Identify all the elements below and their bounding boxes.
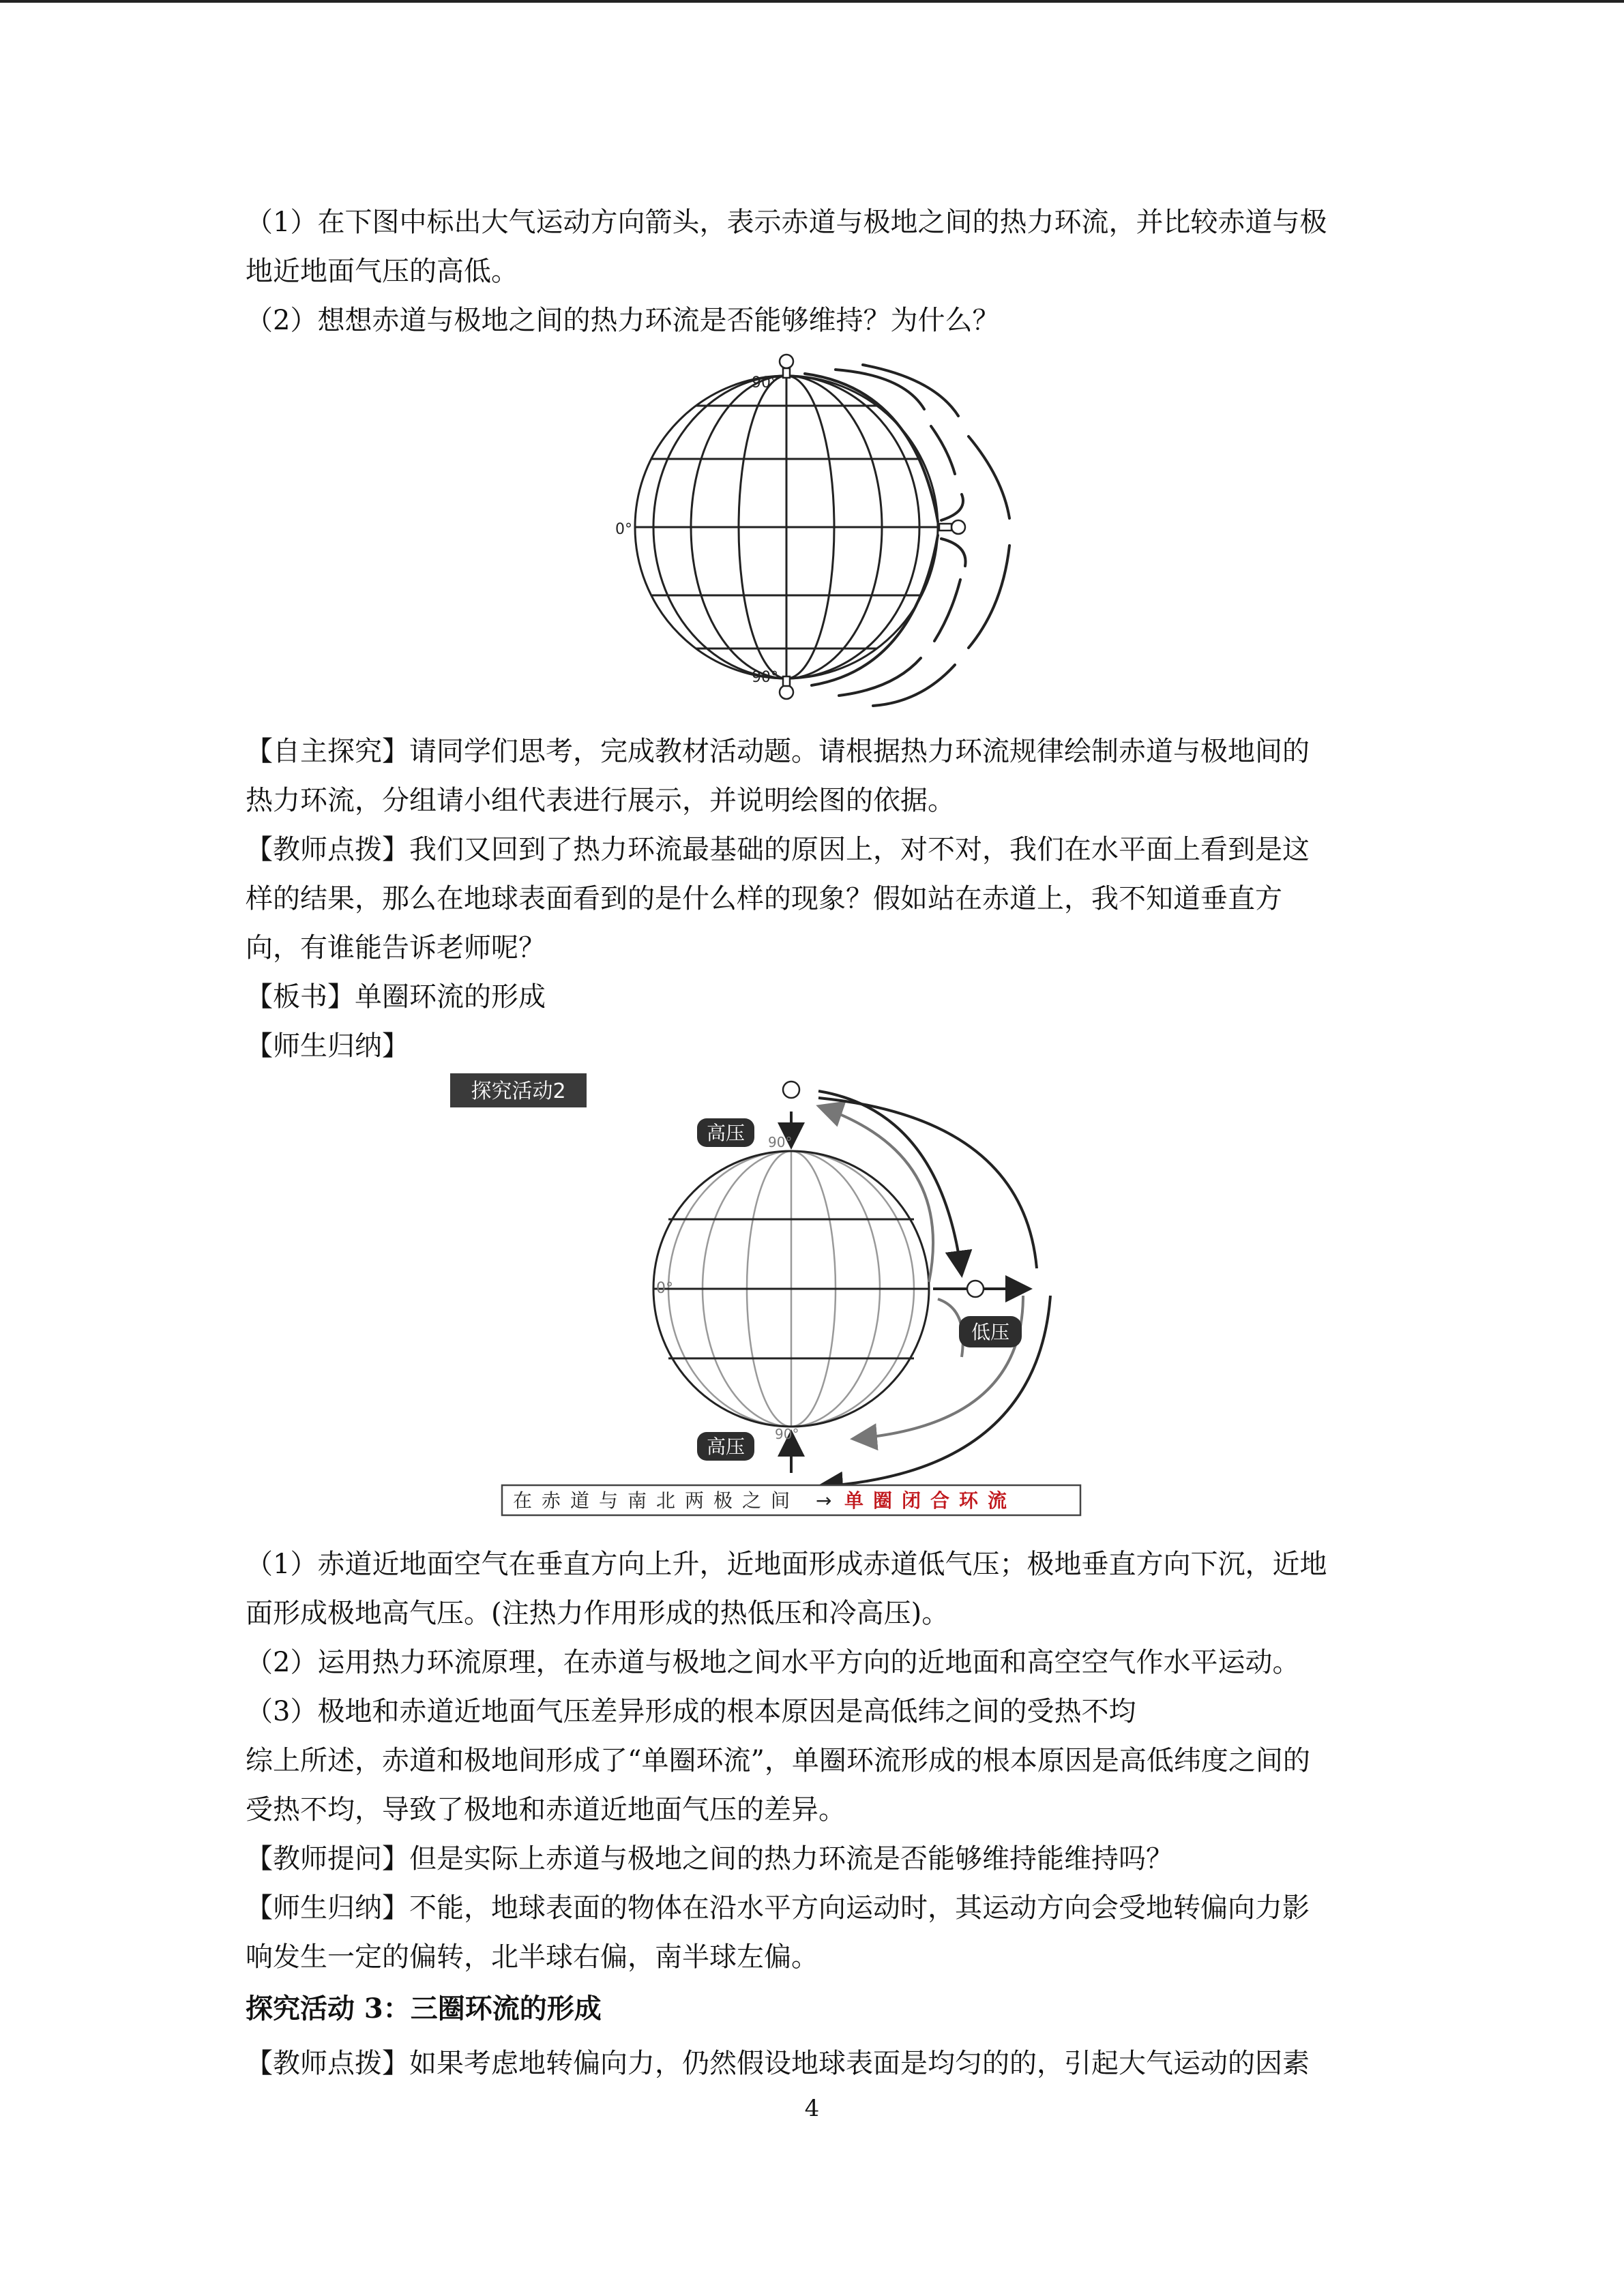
point-2: （2）运用热力环流原理，在赤道与极地之间水平方向的近地面和高空空气作水平运动。 (246, 1647, 1300, 1678)
point-3: （3）极地和赤道近地面气压差异形成的根本原因是高低纬之间的受热不均 (246, 1696, 1136, 1727)
question-1-line-1: （1）在下图中标出大气运动方向箭头，表示赤道与极地之间的热力环流，并比较赤道与极 (246, 207, 1327, 238)
low-pressure: 低压 (971, 1321, 1010, 1343)
self-explore-line-2: 热力环流，分组请小组代表进行展示，并说明绘图的依据。 (246, 785, 955, 816)
conclusion-line-1: 综上所述，赤道和极地间形成了“单圈环流”，单圈环流形成的根本原因是高低纬度之间的 (246, 1745, 1310, 1776)
question-2: （2）想想赤道与极地之间的热力环流是否能够维持？为什么？ (246, 305, 1000, 336)
question-1-line-2: 地近地面气压的高低。 (246, 256, 518, 287)
teacher-tip-2: 【教师点拨】如果考虑地转偏向力，仍然假设地球表面是均匀的的，引起大气运动的因素 (246, 2048, 1310, 2079)
summary-answer-line-1: 【师生归纳】不能，地球表面的物体在沿水平方向运动时，其运动方向会受地转偏向力影 (246, 1892, 1310, 1924)
teacher-question: 【教师提问】但是实际上赤道与极地之间的热力环流是否能够维持能维持吗？ (246, 1843, 1173, 1875)
activity-3-heading: 探究活动 3：三圈环流的形成 (246, 1993, 602, 2025)
top-border (0, 0, 1624, 3)
figure-2-caption-red: 单圈闭合环流 (844, 1489, 1017, 1512)
teacher-tip-line-3: 向，有谁能告诉老师呢？ (246, 932, 546, 964)
fig2-label-equator-0: 0° (656, 1280, 673, 1297)
point-1-line-1: （1）赤道近地面空气在垂直方向上升，近地面形成赤道低气压；极地垂直方向下沉，近地 (246, 1549, 1327, 1580)
activity-2-label: 探究活动2 (471, 1079, 566, 1103)
conclusion-line-2: 受热不均，导致了极地和赤道近地面气压的差异。 (246, 1794, 846, 1825)
teacher-tip-line-2: 样的结果，那么在地球表面看到的是什么样的现象？假如站在赤道上，我不知道垂直方 (246, 883, 1282, 914)
summary-heading: 【师生归纳】 (246, 1030, 409, 1062)
teacher-tip-line-1: 【教师点拨】我们又回到了热力环流最基础的原因上，对不对，我们在水平面上看到是这 (246, 834, 1310, 865)
high-pressure-bottom: 高压 (706, 1435, 745, 1458)
fig2-label-south-90: 90° (775, 1426, 799, 1442)
self-explore-line-1: 【自主探究】请同学们思考，完成教材活动题。请根据热力环流规律绘制赤道与极地间的 (246, 736, 1310, 767)
figure-2-caption-arrow: → (816, 1489, 832, 1512)
label-south-90: 90° (752, 669, 778, 686)
summary-answer-line-2: 响发生一定的偏转，北半球右偏，南半球左偏。 (246, 1941, 818, 1973)
point-1-line-2: 面形成极地高气压。(注热力作用形成的热低压和冷高压)。 (246, 1598, 949, 1629)
globe-figure-1 (600, 341, 1037, 723)
page-number: 4 (804, 2095, 820, 2122)
globe-figure-2 (437, 1071, 1132, 1521)
figure-2-caption-black: 在赤道与南北两极之间 (513, 1489, 800, 1512)
fig2-label-north-90: 90° (768, 1134, 793, 1150)
label-equator-0: 0° (615, 521, 632, 538)
label-north-90: 90° (752, 374, 778, 391)
board-note: 【板书】单圈环流的形成 (246, 981, 546, 1013)
high-pressure-top: 高压 (706, 1122, 745, 1144)
